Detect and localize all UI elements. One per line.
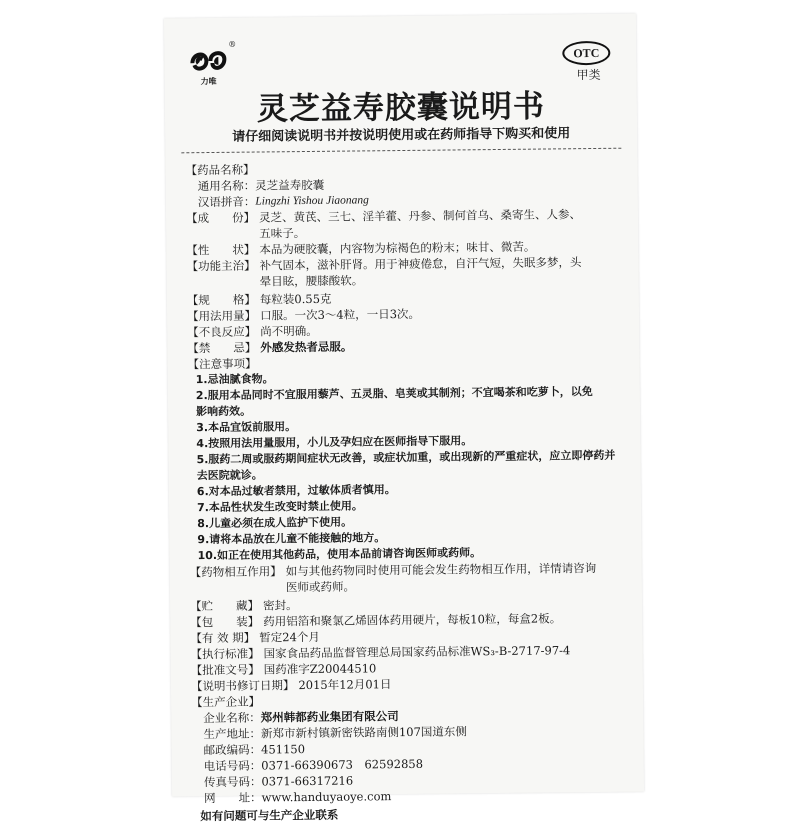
address-value: 新郑市新村镇新密铁路南侧107国道东侧 (260, 724, 467, 741)
company-name-value: 郑州韩都药业集团有限公司 (260, 709, 399, 725)
pinyin-label: 汉语拼音： (197, 194, 256, 210)
ingredients-label: 【成 份】 (185, 210, 256, 226)
precaution-item: 10.如正在使用其他药品，使用本品前请咨询医师或药师。 (197, 546, 482, 563)
manufacturer-label: 【生产企业】 (191, 694, 261, 710)
precaution-item: 9.请将本品放在儿童不能接触的地方。 (197, 531, 386, 547)
precaution-item: 5.服药二周或服药期间症状无改善，或症状加重，或出现新的严重症状，应立即停药并去医院就诊。 (196, 448, 616, 483)
address-label: 生产地址： (203, 726, 262, 742)
page-subtitle: 请仔细阅读说明书并按说明使用或在药师指导下购买和使用 (232, 126, 571, 145)
precaution-item: 7.本品性状发生改变时禁止使用。 (196, 499, 363, 515)
generic-name-value: 灵芝益寿胶囊 (255, 177, 325, 193)
drug-name-label: 【药品名称】 (185, 162, 255, 178)
postcode-value: 451150 (261, 742, 306, 757)
footer-note: 如有问题可与生产企业联系 (200, 807, 339, 824)
page-title: 灵芝益寿胶囊说明书 (256, 88, 546, 128)
leaflet-content (185, 158, 642, 824)
postcode-label: 邮政编码： (203, 742, 262, 758)
properties-value: 本品为硬胶囊，内容物为棕褐色的粉末；味甘、微苦。 (259, 239, 536, 257)
divider (181, 148, 621, 154)
specification-label: 【规 格】 (186, 292, 256, 308)
contraindications-value: 外感发热者忌服。 (260, 339, 353, 355)
interactions-value: 如与其他药物同时使用可能会发生药物相互作用，详情请咨询医师或药师。 (285, 560, 597, 595)
fax-value: 0371-66317216 (261, 773, 354, 789)
website-label: 网 址： (204, 790, 262, 806)
approval-label: 【批准文号】 (190, 662, 260, 678)
phone-value: 0371-66390673 62592858 (261, 756, 424, 773)
precaution-item: 1.忌油腻食物。 (195, 372, 274, 387)
indications-label: 【功能主治】 (186, 258, 256, 274)
adverse-value: 尚不明确。 (260, 323, 318, 339)
website-value: www.handuyaoye.com (261, 789, 392, 805)
contraindications-label: 【禁 忌】 (187, 340, 257, 356)
precaution-item: 6.对本品过敏者禁用，过敏体质者慎用。 (196, 483, 396, 499)
storage-value: 密封。 (263, 598, 298, 613)
dosage-value: 口服。一次3～4粒，一日3次。 (259, 306, 421, 323)
storage-label: 【贮 藏】 (190, 598, 260, 614)
validity-value: 暂定24个月 (259, 629, 320, 645)
standard-value: 国家食品药品监督管理总局国家药品标准WS₃-B-2717-97-4 (263, 643, 571, 661)
approval-value: 国药准字Z20044510 (263, 661, 377, 677)
package-value: 药用铝箔和聚氯乙烯固体药用硬片，每板10粒，每盒2板。 (263, 611, 562, 629)
leaflet-sheet (164, 14, 644, 824)
brand-logo-icon (188, 47, 228, 75)
specification-value: 每粒装0.55克 (259, 291, 332, 307)
otc-class-label: 甲类 (576, 67, 601, 83)
validity-label: 【有 效 期】 (190, 630, 256, 646)
precaution-item: 3.本品宜饭前服用。 (196, 420, 297, 435)
otc-badge: OTC (562, 41, 610, 66)
revision-date-label: 【说明书修订日期】 (190, 678, 295, 694)
pinyin-value: Lingzhi Yishou Jiaonang (255, 194, 369, 208)
revision-date-value: 2015年12月01日 (298, 677, 392, 693)
precautions-label: 【注意事项】 (187, 356, 257, 372)
generic-name-label: 通用名称： (197, 178, 256, 194)
precaution-item: 2.服用本品同时不宜服用藜芦、五灵脂、皂荚或其制剂；不宜喝茶和吃萝卜，以免影响药效。 (195, 385, 593, 419)
indications-value: 补气固本，滋补肝肾。用于神疲倦怠，自汗气短，失眠多梦，头晕目眩，腰膝酸软。 (259, 255, 582, 289)
registered-mark: ® (228, 39, 237, 49)
fax-label: 传真号码： (203, 774, 262, 790)
phone-label: 电话号码： (203, 758, 262, 774)
company-name-label: 企业名称： (203, 710, 261, 726)
precaution-item: 4.按照用法用量服用，小儿及孕妇应在医师指导下服用。 (196, 434, 473, 451)
package-label: 【包 装】 (190, 614, 260, 630)
adverse-label: 【不良反应】 (187, 324, 257, 340)
brand-mark-text: 力唯 (200, 75, 217, 87)
precaution-item: 8.儿童必须在成人监护下使用。 (197, 515, 353, 531)
properties-label: 【性 状】 (186, 242, 256, 258)
ingredients-value: 灵芝、黄芪、三七、淫羊藿、丹参、制何首乌、桑寄生、人参、五味子。 (258, 207, 582, 241)
standard-label: 【执行标准】 (190, 646, 260, 662)
dosage-label: 【用法用量】 (186, 308, 257, 324)
interactions-label: 【药物相互作用】 (189, 564, 282, 580)
